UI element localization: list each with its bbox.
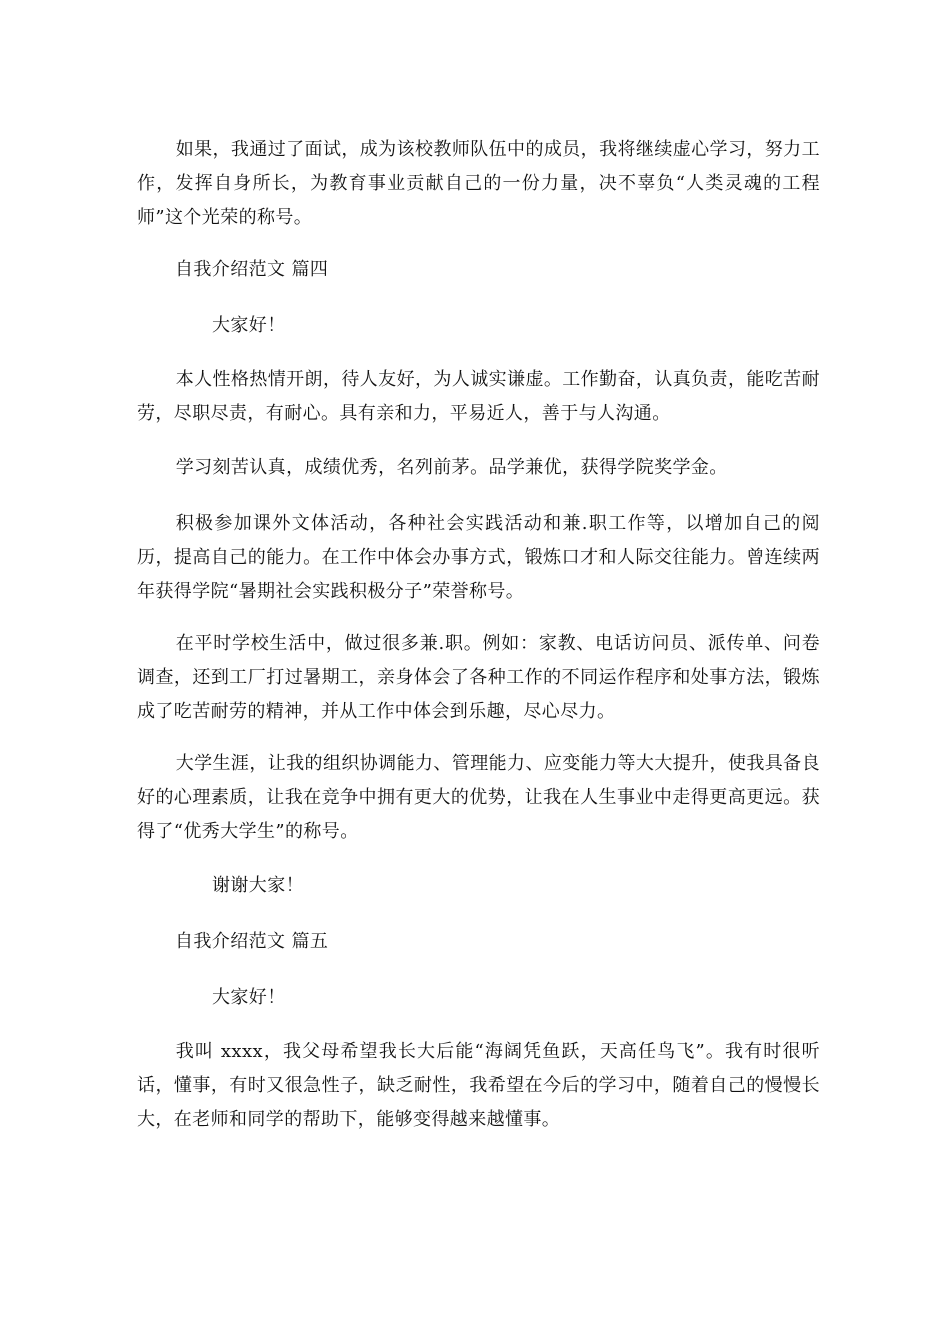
- paragraph-text: 我叫 xxxx，我父母希望我长大后能“海阔凭鱼跃，天高任鸟飞”。我有时很听话，懂事，有时又很急性子，缺乏耐性，我希望在今后的学习中，随着自己的慢慢长大，在老师和同学的帮助下，能够变得越来越懂事。: [137, 1041, 820, 1130]
- greeting-4: 大家好！: [212, 315, 286, 336]
- section-heading-4: 自我介绍范文 篇四: [175, 259, 329, 280]
- greeting-5: 大家好！: [212, 987, 286, 1008]
- paragraph-personality: [137, 363, 820, 431]
- paragraph-text: 如果，我通过了面试，成为该校教师队伍中的成员，我将继续虚心学习，努力工作，发挥自身所长，为教育事业贡献自己的一份力量，决不辜负“人类灵魂的工程师”这个光荣的称号。: [137, 139, 820, 228]
- thanks-line: 谢谢大家！: [212, 875, 304, 896]
- paragraph-college: [137, 747, 820, 849]
- section-heading-5: 自我介绍范文 篇五: [175, 931, 329, 952]
- paragraph-study: [137, 451, 820, 485]
- paragraph-text: 学习刻苦认真，成绩优秀，名列前茅。品学兼优，获得学院奖学金。: [175, 457, 728, 478]
- paragraph-activities: [137, 507, 820, 609]
- paragraph-text: 本人性格热情开朗，待人友好，为人诚实谦虚。工作勤奋，认真负责，能吃苦耐劳，尽职尽责，有耐心。具有亲和力，平易近人，善于与人沟通。: [137, 369, 820, 424]
- paragraph-parttime: [137, 627, 820, 729]
- paragraph-text: 在平时学校生活中，做过很多兼.职。例如：家教、电话访问员、派传单、问卷调查，还到工厂打过暑期工，亲身体会了各种工作的不同运作程序和处事方法，锻炼成了吃苦耐劳的精神，并从工作中体会到乐趣，尽心尽力。: [137, 633, 820, 722]
- paragraph-commitment: [137, 133, 820, 235]
- paragraph-text: 积极参加课外文体活动，各种社会实践活动和兼.职工作等，以增加自己的阅历，提高自己的能力。在工作中体会办事方式，锻炼口才和人际交往能力。曾连续两年获得学院“暑期社会实践积极分子”荣誉称号。: [137, 513, 820, 602]
- paragraph-self-intro: [137, 1035, 820, 1137]
- paragraph-text: 大学生涯，让我的组织协调能力、管理能力、应变能力等大大提升，使我具备良好的心理素质，让我在竞争中拥有更大的优势，让我在人生事业中走得更高更远。获得了“优秀大学生”的称号。: [137, 753, 820, 842]
